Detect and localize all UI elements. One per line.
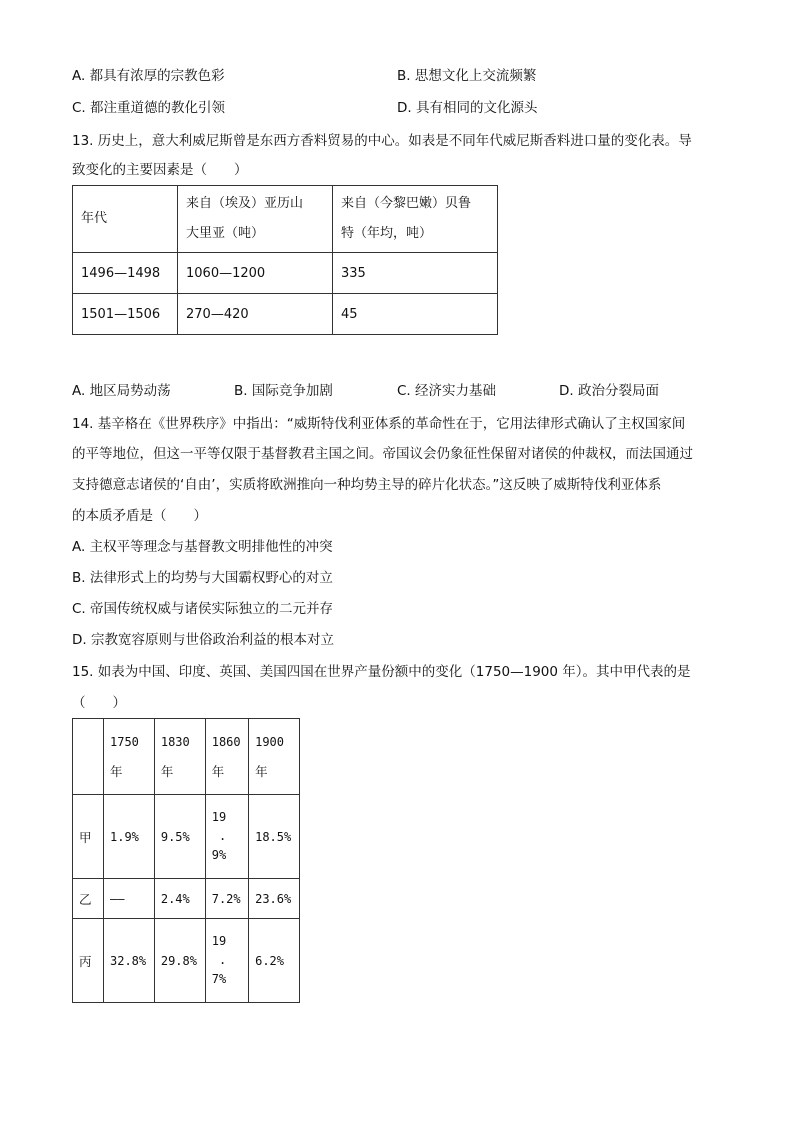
table-cell: 19 . 7%: [205, 919, 248, 1003]
q15-table: [72, 718, 300, 1003]
table-cell: 29.8%: [154, 919, 205, 1003]
q12-option-d: D. 具有相同的文化源头: [397, 100, 538, 116]
q14-stem-line3: 支持德意志诸侯的‘自由’，实质将欧洲推向一种均势主导的碎片化状态。”这反映了威斯特伐利亚体系: [72, 477, 662, 493]
q14-option-b: B. 法律形式上的均势与大国霸权野心的对立: [72, 570, 333, 586]
q13-stem-line2: 致变化的主要因素是（ ）: [72, 162, 248, 178]
q13-stem-line1: 13. 历史上，意大利威尼斯曾是东西方香料贸易的中心。如表是不同年代威尼斯香料进口量的变化表。导: [72, 133, 692, 149]
q14-option-d: D. 宗教宽容原则与世俗政治利益的根本对立: [72, 632, 334, 648]
q12-option-c: C. 都注重道德的教化引领: [72, 100, 226, 116]
table-cell: 7.2%: [205, 879, 248, 919]
row-label: 甲: [73, 795, 104, 879]
header-cell: 1900 年: [249, 719, 300, 795]
table-row: [73, 294, 498, 335]
header-cell: 来自（埃及）亚历山 大里亚（吨）: [178, 186, 333, 253]
q14-stem-line4: 的本质矛盾是（ ）: [72, 508, 207, 524]
q13-option-c: C. 经济实力基础: [397, 383, 497, 399]
table-cell: 335: [333, 253, 498, 294]
q14-stem-line2: 的平等地位，但这一平等仅限于基督教君主国之间。帝国议会仍象征性保留对诸侯的仲裁权，而法国通过: [72, 446, 693, 462]
q14-stem-line1: 14. 基辛格在《世界秩序》中指出：“威斯特伐利亚体系的革命性在于，它用法律形式确认了主权国家间: [72, 416, 686, 432]
q15-stem-line2: （ ）: [72, 695, 126, 711]
q14-option-a: A. 主权平等理念与基督教文明排他性的冲突: [72, 539, 333, 555]
row-label: 乙: [73, 879, 104, 919]
q12-option-a: A. 都具有浓厚的宗教色彩: [72, 68, 225, 84]
q15-stem-line1: 15. 如表为中国、印度、英国、美国四国在世界产量份额中的变化（1750—1900 年）。其中甲代表的是: [72, 664, 691, 680]
table-header-row: [73, 719, 300, 795]
table-header-row: [73, 186, 498, 253]
q13-option-a: A. 地区局势动荡: [72, 383, 171, 399]
table-cell: 23.6%: [249, 879, 300, 919]
header-corner-cell: [73, 719, 104, 795]
q13-table: [72, 185, 498, 335]
table-cell: ——: [104, 879, 155, 919]
header-cell: 来自（今黎巴嫩）贝鲁 特（年均，吨）: [333, 186, 498, 253]
q13-option-d: D. 政治分裂局面: [559, 383, 659, 399]
q14-option-c: C. 帝国传统权威与诸侯实际独立的二元并存: [72, 601, 334, 617]
q13-option-b: B. 国际竞争加剧: [234, 383, 333, 399]
table-cell: 270—420: [178, 294, 333, 335]
table-row: [73, 919, 300, 1003]
table-row: [73, 795, 300, 879]
table-row: [73, 879, 300, 919]
table-cell: 19 . 9%: [205, 795, 248, 879]
table-row: [73, 253, 498, 294]
table-cell: 32.8%: [104, 919, 155, 1003]
table-cell: 1496—1498: [73, 253, 178, 294]
header-cell: 1750 年: [104, 719, 155, 795]
table-cell: 6.2%: [249, 919, 300, 1003]
table-cell: 45: [333, 294, 498, 335]
header-cell: 年代: [73, 186, 178, 253]
header-cell: 1830 年: [154, 719, 205, 795]
table-cell: 1.9%: [104, 795, 155, 879]
table-cell: 1501—1506: [73, 294, 178, 335]
table-cell: 18.5%: [249, 795, 300, 879]
table-cell: 2.4%: [154, 879, 205, 919]
table-cell: 1060—1200: [178, 253, 333, 294]
q12-option-b: B. 思想文化上交流频繁: [397, 68, 537, 84]
row-label: 丙: [73, 919, 104, 1003]
table-cell: 9.5%: [154, 795, 205, 879]
header-cell: 1860 年: [205, 719, 248, 795]
